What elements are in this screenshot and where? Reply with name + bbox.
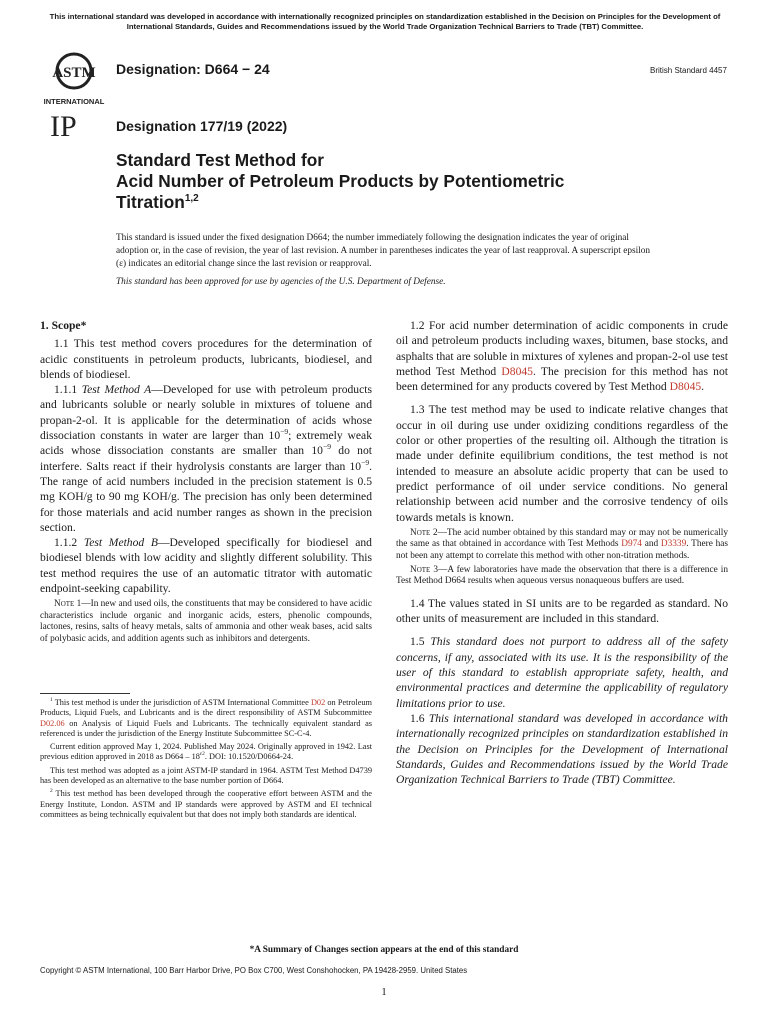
ip-logo (46, 108, 94, 142)
footnote-1-joint: This test method was adopted as a joint ASTM-IP standard in 1964. ASTM Test Method D4739 has been developed as an alternative to the base number portion of D664. (40, 765, 372, 786)
link-d8045[interactable]: D8045 (501, 364, 533, 378)
copyright-line: Copyright © ASTM International, 100 Barr Harbor Drive, PO Box C700, West Conshohocken, PA 19428-2959. United States (40, 966, 468, 975)
dod-approval-text: This standard has been approved for use by agencies of the U.S. Department of Defense. (116, 277, 446, 287)
link-d02-06[interactable]: D02.06 (40, 718, 65, 728)
para-1-1-1: 1.1.1 Test Method A—Developed for use with petroleum products and lubricants soluble or nearly soluble in mixtures of toluene and propan-2-ol. It is applicable for the determination of acids whose dissociation constants in water are larger than $10^{-9}$; extremely weak acids whose dissociation constants are smaller than $10^{-9}$ do not interfere. Salts react if their hydrolysis constants are larger than $10^{-9}$. The range of acid numbers included in the precision statement is 0.5 mg KOH/g to 90 mg KOH/g. The precision has only been determined for those materials and acid number ranges as shown in the precision section. (40, 383, 372, 534)
left-column (40, 318, 372, 645)
para-1-4: 1.4 The values stated in SI units are to be regarded as standard. No other units of measurement are included in this standard. (396, 596, 728, 626)
summary-of-changes-note: *A Summary of Changes section appears at the end of this standard (249, 945, 519, 955)
title-line-1: Standard Test Method for (116, 150, 325, 170)
document-title (116, 150, 676, 213)
designation: Designation: D664 − 24 (116, 61, 270, 77)
british-standard: British Standard 4457 (650, 66, 727, 75)
footnotes (40, 698, 372, 823)
astm-logo (40, 46, 112, 108)
para-1-1: 1.1 This test method covers procedures for the determination of acidic constituents in petroleum products, lubricants, biodiesel, and blends of biodiesel. (40, 337, 372, 381)
intro-block (116, 232, 656, 289)
page-number: 1 (381, 986, 387, 998)
ip-designation: Designation 177/19 (2022) (116, 118, 288, 134)
footnote-divider (40, 693, 130, 694)
note-1: Note 1—In new and used oils, the constituents that may be considered to have acidic characteristics include organic and inorganic acids, esters, phenolic compounds, lactones, resins, salts of heavy metals, salts of ammonia and other weak bases, acid salts of polybasic acids, and addition agents such as inhibitors and detergents. (40, 599, 373, 644)
logo-international-text: INTERNATIONAL (43, 97, 105, 106)
para-1-2: 1.2 For acid number determination of acidic components in crude oil and petroleum products including waxes, bitumen, base stocks, and asphalts that are soluble in mixtures of xylenes and propan-2-ol use test method Test Method D8045. The precision for this method has not been determined for any products covered by Test Method D8045. (396, 319, 728, 394)
footnote-2: $^2$ This test method has been developed through the cooperative effort between ASTM and the Energy Institute, London. ASTM and IP standards were approved by ASTM and EI technical committees as being technically equivalent but that does not imply both standards are identical. (40, 788, 372, 819)
link-d8045-2[interactable]: D8045 (669, 380, 702, 394)
top-notice: This international standard was developed in accordance with internationally recognized principles on standardization established in the Decision on Principles for the Development of International Standards, Guides and Recommendations issued by the World Trade Organization Technical Barriers to Trade (TBT) Committee. (49, 12, 721, 31)
title-line-3: Titration (116, 192, 185, 212)
para-1-1-2: 1.1.2 Test Method B—Developed specifically for biodiesel and biodiesel blends with low acidity and slightly different solubility. This test method requires the use of an automatic titrator with automatic endpoint-seeking capability. (40, 536, 372, 596)
title-line-2: Acid Number of Petroleum Products by Potentiometric (116, 171, 565, 191)
right-column (396, 318, 728, 787)
para-1-6: 1.6 This international standard was developed in accordance with internationally recognized principles on standardization established in the Decision on Principles for the Development of International Standards, Guides and Recommendations issued by the World Trade Organization Technical Barriers to Trade (TBT) Committee. (396, 711, 728, 787)
link-d02[interactable]: D02 (310, 698, 326, 707)
footnote-1-edition: Current edition approved May 1, 2024. Published May 2024. Originally approved in 1942. Last previous edition approved in 2018 as $D664 - 18^{\varepsilon 2}$. DOI: 10.1520/D0664-24. (40, 742, 372, 762)
link-d974[interactable]: D974 (621, 539, 642, 550)
note-2: Note 2—The acid number obtained by this standard may or may not be numerically the same as that obtained in accordance with Test Methods D974 and D3339. There has not been any attempt to correlate this method with other non-titration methods. (396, 527, 729, 561)
footnote-1: $^1$ This test method is under the jurisdiction of ASTM International Committee D02 on Petroleum Products, Liquid Fuels, and Lubricants and is the direct responsibility of ASTM Subcommittee D02.06 on Analysis of Liquid Fuels and Lubricants. The technically equivalent standard as referenced is under the jurisdiction of the Energy Institute Subcommittee SC-C-4. (40, 697, 372, 738)
para-1-5: 1.5 This standard does not purport to address all of the safety concerns, if any, associated with its use. It is the responsibility of the user of this standard to establish appropriate safety, health, and environmental practices and determine the applicability of regulatory limitations prior to use. (396, 635, 728, 710)
svg-text:IP: IP (50, 110, 77, 142)
scope-heading: 1. Scope* (40, 319, 87, 332)
title-superscript: 1,2 (184, 193, 199, 205)
fixed-designation-text: This standard is issued under the fixed designation D664; the number immediately following the designation indicates the year of original adoption or, in the case of revision, the year of last revision. A number in parentheses indicates the year of last reapproval. A superscript epsilon (ε) indicates an editorial change since the last revision or reapproval. (116, 233, 651, 269)
logo-astm-text: ASTM (52, 65, 96, 81)
note-3: Note 3—A few laboratories have made the observation that there is a difference in Test Method D664 results when aqueous versus nonaqueous buffers are used. (396, 565, 728, 587)
link-d3339[interactable]: D3339 (660, 539, 687, 550)
para-1-3: 1.3 The test method may be used to indicate relative changes that occur in oil during use under oxidizing conditions regardless of the color or other properties of the resulting oil. Although the titration is made under definite equilibrium conditions, the test method is not intended to measure an absolute acidic property that can be used to predict performance of oil under service conditions. No general relationship between acid number and the corrosive tendency of oils towards metals is known. (396, 403, 728, 524)
